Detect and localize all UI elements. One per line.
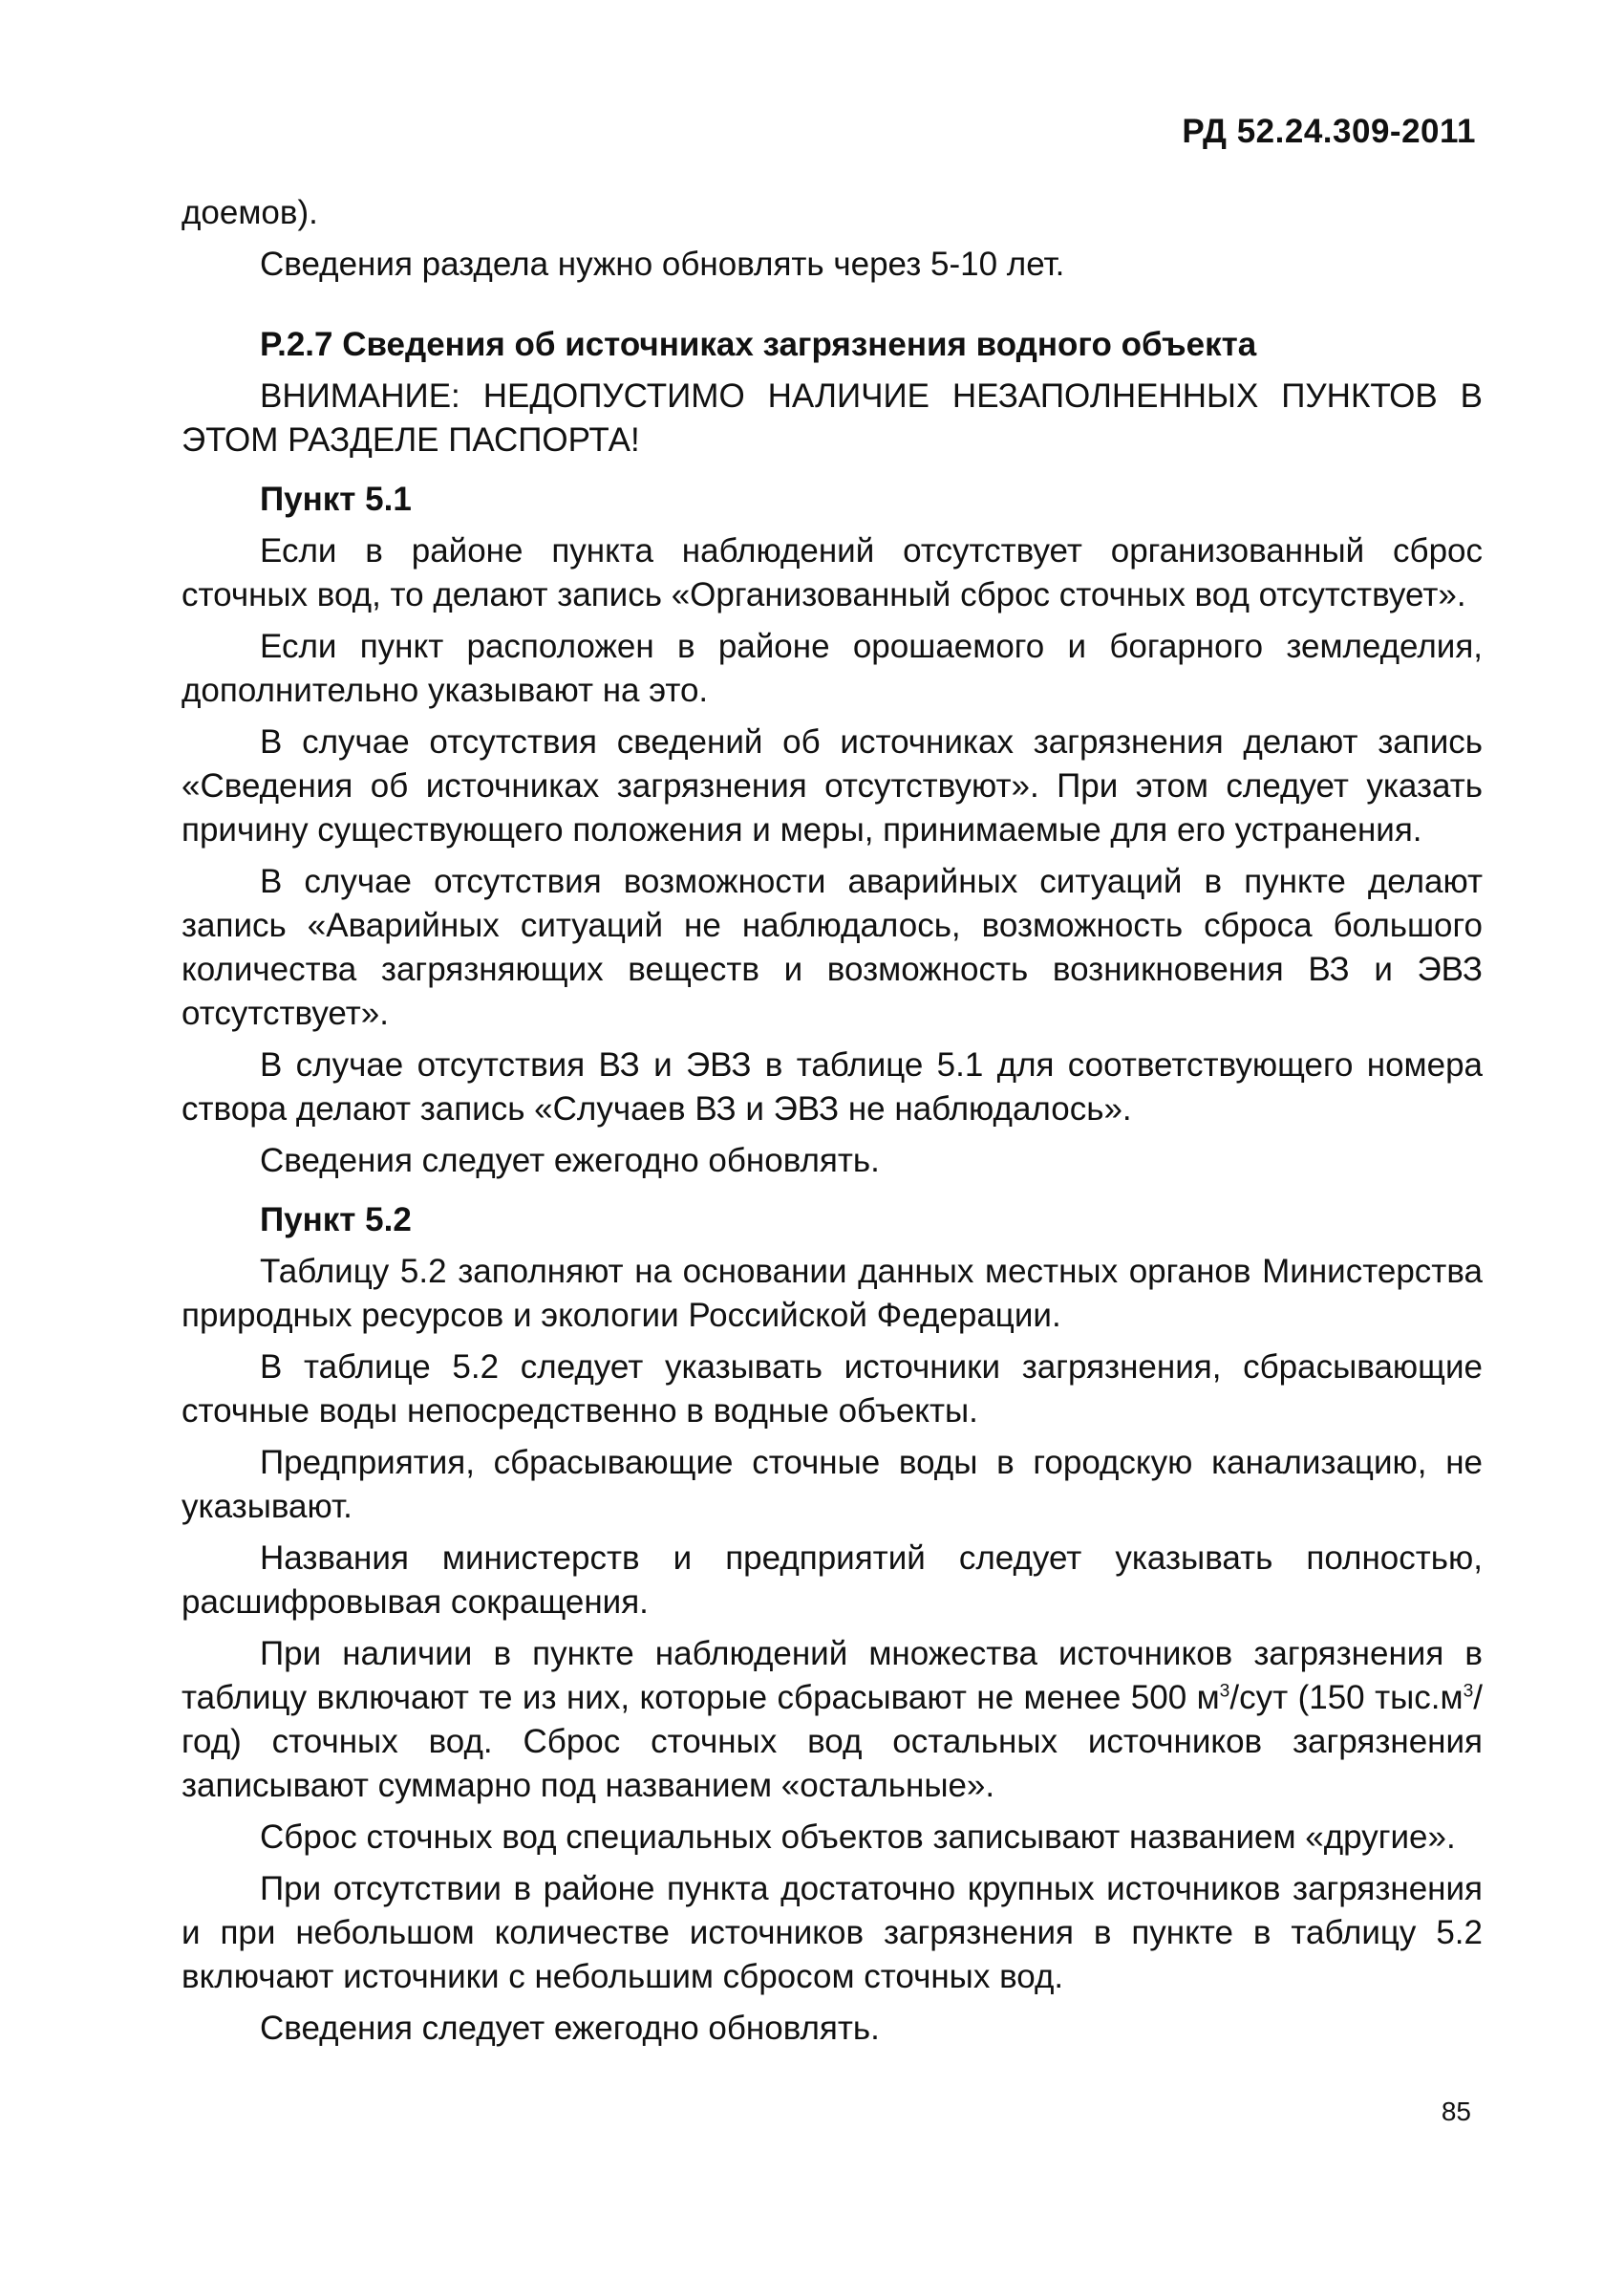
continuation-text: доемов). xyxy=(182,194,318,231)
page-number: 85 xyxy=(1441,2097,1471,2126)
item-5-2-heading: Пункт 5.2 xyxy=(260,1201,412,1238)
superscript: 3 xyxy=(1219,1681,1230,1702)
volume-text-part3: /год) сточных вод. Сброс сточных вод остальных источников загрязнения записывают суммарно под названием «остальные». xyxy=(182,1679,1484,1804)
page-content xyxy=(182,191,1483,2058)
volume-text-part1: При наличии в пункте наблюдений множества источников загрязнения в таблицу включают те из них, которые сбрасывают не менее 500 м xyxy=(182,1635,1483,1716)
update-note: Сведения раздела нужно обновлять через 5-10 лет. xyxy=(260,246,1065,283)
paragraph: При отсутствии в районе пункта достаточно крупных источников загрязнения и при небольшом количестве источников загрязнения в пункте в таблицу 5.2 включают источники с небольшим сбросом сточных вод. xyxy=(182,1870,1483,1995)
volume-paragraph xyxy=(182,1632,1483,1808)
paragraph: Названия министерств и предприятий следует указывать полностью, расшифровывая сокращения. xyxy=(182,1539,1483,1621)
warning-text: ВНИМАНИЕ: НЕДОПУСТИМО НАЛИЧИЕ НЕЗАПОЛНЕННЫХ ПУНКТОВ В ЭТОМ РАЗДЕЛЕ ПАСПОРТА! xyxy=(182,377,1483,459)
paragraph: В случае отсутствия сведений об источниках загрязнения делают запись «Сведения об источниках загрязнения отсутствуют». При этом следует указать причину существующего положения и меры, принимаемые для его устранения. xyxy=(182,723,1483,849)
paragraph: Таблицу 5.2 заполняют на основании данных местных органов Министерства природных ресурсов и экологии Российской Федерации. xyxy=(182,1253,1483,1334)
paragraph: Сброс сточных вод специальных объектов записывают названием «другие». xyxy=(260,1818,1456,1856)
paragraph: Сведения следует ежегодно обновлять. xyxy=(260,1142,880,1179)
paragraph: Сведения следует ежегодно обновлять. xyxy=(260,2010,880,2047)
paragraph: Если в районе пункта наблюдений отсутствует организованный сброс сточных вод, то делают запись «Организованный сброс сточных вод отсутствует». xyxy=(182,532,1483,613)
document-code: РД 52.24.309-2011 xyxy=(1182,113,1476,150)
superscript: 3 xyxy=(1463,1681,1474,1702)
section-title: Р.2.7 Сведения об источниках загрязнения водного объекта xyxy=(260,326,1257,363)
paragraph: В случае отсутствия возможности аварийных ситуаций в пункте делают запись «Аварийных ситуаций не наблюдалось, возможность сброса большого количества загрязняющих веществ и возможность возникновения ВЗ и ЭВЗ отсутствует». xyxy=(182,863,1483,1032)
volume-text-part2: /сут (150 тыс.м xyxy=(1229,1679,1464,1716)
item-5-1-heading: Пункт 5.1 xyxy=(260,481,412,518)
paragraph: В случае отсутствия ВЗ и ЭВЗ в таблице 5.1 для соответствующего номера створа делают запись «Случаев ВЗ и ЭВЗ не наблюдалось». xyxy=(182,1046,1483,1128)
paragraph: Предприятия, сбрасывающие сточные воды в городскую канализацию, не указывают. xyxy=(182,1444,1483,1525)
paragraph: В таблице 5.2 следует указывать источники загрязнения, сбрасывающие сточные воды непосредственно в водные объекты. xyxy=(182,1348,1483,1430)
paragraph: Если пункт расположен в районе орошаемого и богарного земледелия, дополнительно указывают на это. xyxy=(182,628,1483,709)
